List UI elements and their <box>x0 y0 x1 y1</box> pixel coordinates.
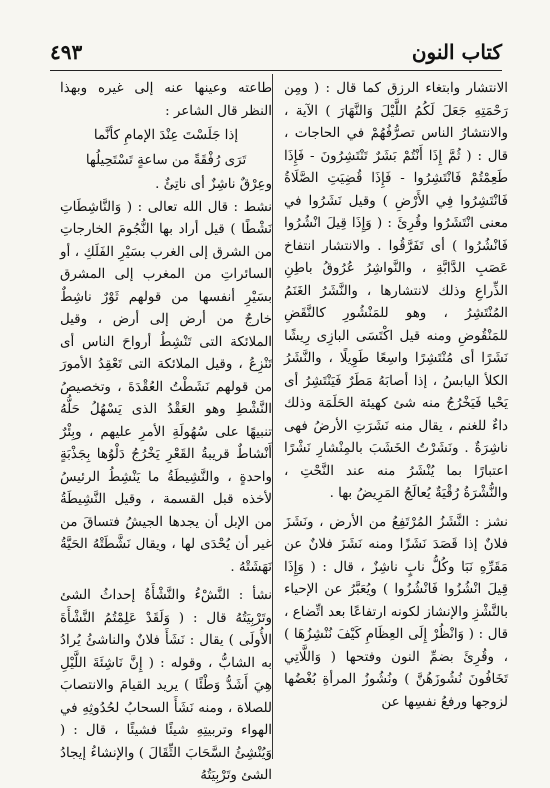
entry-nasha-text: نشأ : النَّشْءُ والنَّشْأَةُ إحداثُ الشئ وتَرْبِيَتُهُ قال : ( وَلَقَدْ عَلِمْتُمُ النَّشْأَةَ الأُولَى ) يقال : نَشَأَ فلانٌ والناشئُ يُرادُ به الشابُّ ، وقوله : ( إِنَّ نَاشِئَةَ اللَّيْلِ هِيَ أَشَدُّ وَطْئًا ) يريد القيامَ والانتصابَ للصلاة ، ومنه نَشَأَ السحابُ لحُدُوثِهِ في الهواء وتربيتِهِ شيئًا فشيئًا ، قال : ( وَيُنْشِئُ السَّحَابَ الثِّقَالَ ) والإنشاءُ إيجادُ الشئ وتَرْبِيَتُهُ <box>60 588 272 783</box>
poetry-verse-2: تَرَى رُفْقَةً من ساعةٍ تَسْتَحِيلُها <box>85 152 247 168</box>
left-column <box>60 78 272 783</box>
page-header <box>50 38 502 66</box>
column-divider <box>272 74 273 759</box>
entry-nasht-text: نشط : قال الله تعالى : ( وَالنَّاشِطَاتِ نَشْطًا ) قيل أراد بها النُّجُومَ الخارجاتِ من الشرق إلى الغرب بسَيْرِ الفَلَكِ ، أو السائراتِ من المغرب إلى المشرق بسَيْرِ أنفسها من قولهم ثَوْرٌ ناشِطٌ خارجٌ من أرض إلى أرض ، وقيل الملائكة التى تَنْشِطُ أرواحَ الناس أى تَنْزِعُ ، وقيل الملائكة التى تَعْقِدُ الأمورَ من قولهم نَشَطْتُ العُقْدَةَ ، وتخصيصُ النَّشْطِ وهو العَقْدُ الذى يَسْهُلُ حَلُّهُ تنبيهًا على سُهُولَةِ الأمرِ عليهم ، وبِئْرٌ أَنْشاطٌ قريبةُ القَعْرِ يَخْرُجُ دَلْوُها بِجَذْبَةٍ واحدةٍ ، والنَّشِيطَةُ ما يَنْشِطُ الرئيسُ لأخذه قبل القسمة ، وقيل النَّشِيطَةُ من الإبل أن يجدها الجيشُ فتساقَ من غير أن يُحْدَى لها ، ويقال نَشَّطَتْهُ الحَيَّةُ نَهَشَتْهُ . <box>60 199 272 575</box>
right-column <box>284 78 508 755</box>
poetry-verse-1: إذا جَلَسْتَ عِنْدَ الإمامِ كأنَّما <box>93 128 239 143</box>
header-rule <box>50 70 502 71</box>
entry-nashz-continuation: طاعته وعينها عنه إلى غيره وبهذا النظر قال الشاعر : <box>60 81 272 119</box>
entry-nashz-closing: وعِرْقٌ ناشِزٌ أى ناتِئٌ . <box>155 177 272 192</box>
running-title: كتاب النون <box>411 40 502 64</box>
entry-nashr-text: الانتشار وابتغاء الرزق كما قال : ( ومِن رَحْمَتِهِ جَعَلَ لَكُمُ اللَّيْلَ وَالنَّهَارَ ) الآية ، والانتشارُ الناس تصرُّفُهُمْ في الحاجات ، قال : ( ثُمَّ إِذَا أَنْتُمْ بَشَرٌ تَنْتَشِرُونَ - فَإِذَا طَعِمْتُمْ فَانْتَشِرُوا - فَإِذَا قُضِيَتِ الصَّلَاةُ فَانْتَشِرُوا فِي الأَرْضِ ) وقيل نَشَرُوا في معنى انْتَشَرُوا وقُرِئَ : ( وَإِذَا قِيلَ انْشُرُوا فَانْشُرُوا ) أى تَفَرَّقُوا . والانتشار انتفاخ عَصَبِ الدَّابَّةِ ، والنَّواشِرُ عُرُوقُ باطِنِ الذِّراعِ وذلك لانتشارها ، والنَّشَرُ الغَنَمُ المُنْتَشِرُ ، وهو للمَنْشُورِ كالنَّقَضِ للمَنْقُوضِ ومنه قيل اكْتَسَى البازِى رِيشًا نَشَرًا أى مُنْتَشِرًا واسِعًا طَوِيلًا ، والنَّشَرُ الكلأ اليابسُ ، إذا أصابَهُ مَطَرٌ فَيَنْتَشِرُ أى يَحْيا فَيَخْرُجُ منه شئ كهيئة الحَلَمَة وذلك داءٌ للغنم ، يقال منه نَشَرَتِ الأرضُ فهى ناشِرَةٌ . ونَشَرْتُ الخَشَبَ بالمِنْشارِ نَشْرًا اعتبارًا بما يُنْشَرُ منه عند النَّحْتِ ، والنُّشْرَةُ رُقْيَةٌ يُعالَجُ المَرِيضُ بها . <box>284 81 508 501</box>
entry-nashz-text: نشز : النَّشَزُ المُرْتَفِعُ من الأرض ، ونَشَزَ فلانٌ إذا قَصَدَ نَشَزًا ومنه نَشَزَ فلانٌ عن مَقَرِّهِ نَبَا وكُلُّ نابٍ ناشِزٌ ، قال : ( وَإِذَا قِيلَ انْشُزُوا فَانْشُزُوا ) ويُعَبَّرُ عن الإحياء بالنَّشْزِ والإنشاز لكونه ارتفاعًا بعد اتِّضاع ، قال : ( وَانْظُرْ إِلَى العِظَامِ كَيْفَ نُنْشِزُهَا ) ، وقُرِئَ بضمِّ النون وفتحها ( وَاللَّاتِي تَخَافُونَ نُشُوزَهُنَّ ) ونُشُوزُ المرأةِ بُغْضُها لزوجها ورفعُ نفسِها عن <box>284 514 508 710</box>
page-number: ٤٩٣ <box>50 40 83 64</box>
